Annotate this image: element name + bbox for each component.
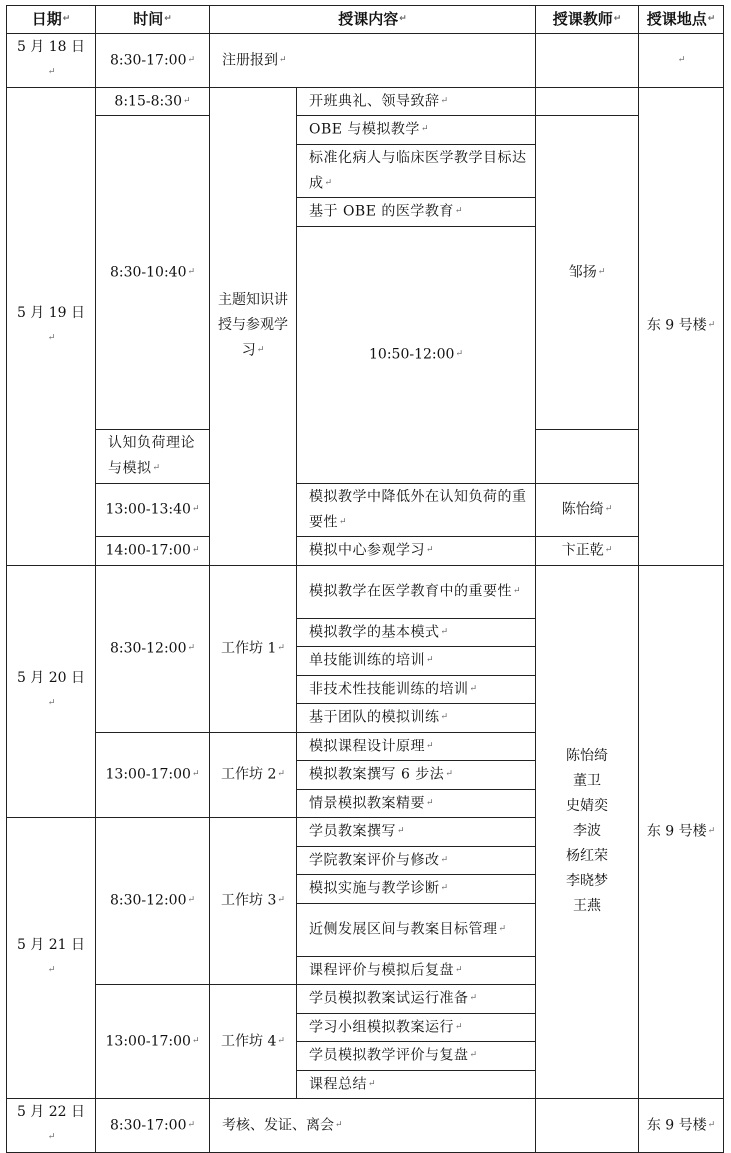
topic-cell: 单技能训练的培训↵ [297, 647, 536, 676]
paragraph-mark-icon: ↵ [455, 348, 463, 359]
paragraph-mark-icon: ↵ [440, 883, 449, 893]
paragraph-mark-icon: ↵ [164, 14, 172, 24]
topic-cell: 学习小组模拟教案运行↵ [297, 1013, 536, 1042]
workshop-cell: 工作坊 3↵ [210, 818, 297, 985]
paragraph-mark-icon: ↵ [469, 683, 478, 694]
topic-cell: 基于团队的模拟训练↵ [297, 704, 536, 733]
header-content: 授课内容↵ [210, 6, 536, 34]
place-cell: 东 9 号楼↵ [639, 1099, 724, 1153]
date-cell: 5 月 21 日↵ [7, 818, 96, 1099]
paragraph-mark-icon: ↵ [47, 964, 56, 975]
row-may18 [7, 34, 724, 88]
paragraph-mark-icon: ↵ [277, 895, 285, 906]
topic-cell: 模拟教学的基本模式↵ [297, 618, 536, 647]
topic-cell: 学院教案评价与修改↵ [297, 846, 536, 875]
topic-cell: 情景模拟教案精要↵ [297, 789, 536, 818]
paragraph-mark-icon: ↵ [440, 626, 449, 637]
header-date: 日期↵ [7, 6, 96, 34]
paragraph-mark-icon: ↵ [498, 923, 507, 934]
paragraph-mark-icon: ↵ [183, 95, 191, 106]
topic-cell: 学员教案撰写↵ [297, 818, 536, 847]
row-may19-7 [7, 483, 724, 537]
paragraph-mark-icon: ↵ [455, 964, 464, 975]
paragraph-mark-icon: ↵ [47, 1132, 56, 1142]
time-cell: 8:30-12:00↵ [96, 818, 210, 985]
paragraph-mark-icon: ↵ [426, 740, 435, 751]
teacher-name: 史婧奕 [566, 798, 608, 815]
paragraph-mark-icon: ↵ [604, 545, 613, 555]
paragraph-mark-icon: ↵ [440, 95, 449, 106]
teacher-name: 王燕 [573, 898, 601, 915]
paragraph-mark-icon: ↵ [445, 769, 454, 779]
paragraph-mark-icon: ↵ [277, 769, 285, 779]
topic-cell: 课程评价与模拟后复盘↵ [297, 956, 536, 985]
paragraph-mark-icon: ↵ [47, 67, 56, 77]
paragraph-mark-icon: ↵ [324, 177, 333, 188]
topic-cell: 模拟教案撰写 6 步法↵ [297, 761, 536, 790]
teacher-name: 陈怡绮 [566, 748, 608, 765]
paragraph-mark-icon: ↵ [187, 54, 196, 65]
paragraph-mark-icon: ↵ [426, 797, 435, 808]
date-cell: 5 月 19 日↵ [7, 87, 96, 565]
topic-cell: 非技术性技能训练的培训↵ [297, 675, 536, 704]
time-cell: 8:30-17:00↵ [96, 34, 210, 88]
schedule-table-lower [6, 565, 724, 1153]
topic-cell: 认知负荷理论与模拟↵ [96, 430, 210, 484]
paragraph-mark-icon: ↵ [187, 642, 196, 653]
paragraph-mark-icon: ↵ [191, 1035, 200, 1046]
place-cell: 东 9 号楼↵ [639, 87, 724, 565]
topic-cell: 模拟实施与教学诊断↵ [297, 875, 536, 904]
paragraph-mark-icon: ↵ [426, 655, 435, 665]
header-teacher: 授课教师↵ [536, 6, 639, 34]
teacher-name: 李晓梦 [566, 873, 608, 890]
header-time: 时间↵ [96, 6, 210, 34]
teacher-cell: 卞正乾↵ [536, 537, 639, 566]
teacher-cell [536, 87, 639, 116]
row-may22 [7, 1099, 724, 1153]
paragraph-mark-icon: ↵ [597, 266, 606, 277]
paragraph-mark-icon: ↵ [613, 14, 622, 24]
time-cell: 13:00-17:00↵ [96, 985, 210, 1099]
teacher-cell [536, 1099, 639, 1153]
topic-cell: 近侧发展区间与教案目标管理↵ [297, 903, 536, 956]
teacher-cell: 邹扬↵ [536, 116, 639, 430]
paragraph-mark-icon: ↵ [399, 14, 407, 24]
teacher-name: 杨红荣 [566, 848, 608, 865]
paragraph-mark-icon: ↵ [368, 1078, 377, 1089]
content-cell: 考核、发证、离会↵ [210, 1099, 536, 1153]
paragraph-mark-icon: ↵ [707, 320, 716, 331]
topic-cell: 学员模拟教学评价与复盘↵ [297, 1042, 536, 1071]
teacher-name: 李波 [573, 823, 601, 840]
time-cell: 8:30-12:00↵ [96, 565, 210, 732]
topic-cell: 学员模拟教案试运行准备↵ [297, 985, 536, 1014]
paragraph-mark-icon: ↵ [420, 124, 429, 134]
workshop-cell: 工作坊 1↵ [210, 565, 297, 732]
paragraph-mark-icon: ↵ [152, 463, 161, 473]
paragraph-mark-icon: ↵ [187, 895, 196, 906]
date-cell: 5 月 22 日↵ [7, 1099, 96, 1153]
time-cell: 8:30-10:40↵ [96, 116, 210, 430]
row-may19-2 [7, 116, 724, 145]
teacher-cell [536, 34, 639, 88]
paragraph-mark-icon: ↵ [187, 1119, 196, 1130]
paragraph-mark-icon: ↵ [604, 504, 613, 514]
date-cell: 5 月 20 日↵ [7, 565, 96, 818]
time-cell: 13:00-17:00↵ [96, 732, 210, 818]
time-cell: 13:00-13:40↵ [96, 483, 210, 537]
paragraph-mark-icon: ↵ [707, 14, 716, 24]
teacher-name: 董卫 [573, 773, 601, 790]
paragraph-mark-icon: ↵ [191, 504, 200, 514]
paragraph-mark-icon: ↵ [191, 769, 200, 779]
topic-cell: 标准化病人与临床医学教学目标达成↵ [297, 144, 536, 198]
paragraph-mark-icon: ↵ [277, 1035, 285, 1046]
paragraph-mark-icon: ↵ [513, 585, 522, 596]
workshop-cell: 工作坊 4↵ [210, 985, 297, 1099]
place-cell: 东 9 号楼↵ [639, 565, 724, 1099]
paragraph-mark-icon: ↵ [707, 826, 716, 836]
paragraph-mark-icon: ↵ [677, 54, 686, 65]
header-place: 授课地点↵ [639, 6, 724, 34]
paragraph-mark-icon: ↵ [191, 545, 200, 555]
time-cell: 8:15-8:30↵ [96, 87, 210, 116]
time-cell: 10:50-12:00↵ [297, 226, 536, 483]
paragraph-mark-icon: ↵ [277, 642, 285, 653]
content-cell: 注册报到↵ [210, 34, 536, 88]
header-row [7, 6, 724, 34]
paragraph-mark-icon: ↵ [707, 1119, 716, 1130]
theme-cell: 主题知识讲授与参观学习↵ [210, 87, 297, 565]
workshop-cell: 工作坊 2↵ [210, 732, 297, 818]
topic-cell: OBE 与模拟教学↵ [297, 116, 536, 145]
paragraph-mark-icon: ↵ [440, 712, 449, 722]
teacher-group-cell [536, 565, 639, 1099]
paragraph-mark-icon: ↵ [62, 14, 71, 24]
topic-cell: 模拟中心参观学习↵ [297, 537, 536, 566]
paragraph-mark-icon: ↵ [335, 1119, 343, 1130]
paragraph-mark-icon: ↵ [469, 1050, 478, 1060]
paragraph-mark-icon: ↵ [440, 854, 449, 865]
teacher-cell: 陈怡绮↵ [536, 483, 639, 537]
topic-cell: 模拟教学在医学教育中的重要性↵ [297, 565, 536, 618]
place-cell [639, 34, 724, 88]
date-cell: 5 月 18 日↵ [7, 34, 96, 88]
time-cell: 8:30-17:00↵ [96, 1099, 210, 1153]
topic-cell: 模拟课程设计原理↵ [297, 732, 536, 761]
paragraph-mark-icon: ↵ [397, 826, 406, 836]
topic-cell: 基于 OBE 的医学教育↵ [297, 198, 536, 227]
topic-cell: 开班典礼、领导致辞↵ [297, 87, 536, 116]
paragraph-mark-icon: ↵ [47, 698, 56, 708]
paragraph-mark-icon: ↵ [426, 545, 435, 555]
schedule-wrapper [6, 5, 724, 1153]
time-cell: 14:00-17:00↵ [96, 537, 210, 566]
paragraph-mark-icon: ↵ [469, 993, 478, 1003]
paragraph-mark-icon: ↵ [256, 345, 265, 356]
schedule-table [6, 5, 724, 566]
paragraph-mark-icon: ↵ [455, 1021, 464, 1032]
topic-cell: 课程总结↵ [297, 1070, 536, 1099]
paragraph-mark-icon: ↵ [187, 266, 196, 277]
row-may20-am-1 [7, 565, 724, 618]
row-may19-1 [7, 87, 724, 116]
paragraph-mark-icon: ↵ [279, 54, 287, 65]
topic-cell: 模拟教学中降低外在认知负荷的重要性↵ [297, 483, 536, 537]
paragraph-mark-icon: ↵ [47, 332, 56, 343]
paragraph-mark-icon: ↵ [454, 206, 463, 216]
row-may19-8 [7, 537, 724, 566]
paragraph-mark-icon: ↵ [339, 516, 348, 527]
